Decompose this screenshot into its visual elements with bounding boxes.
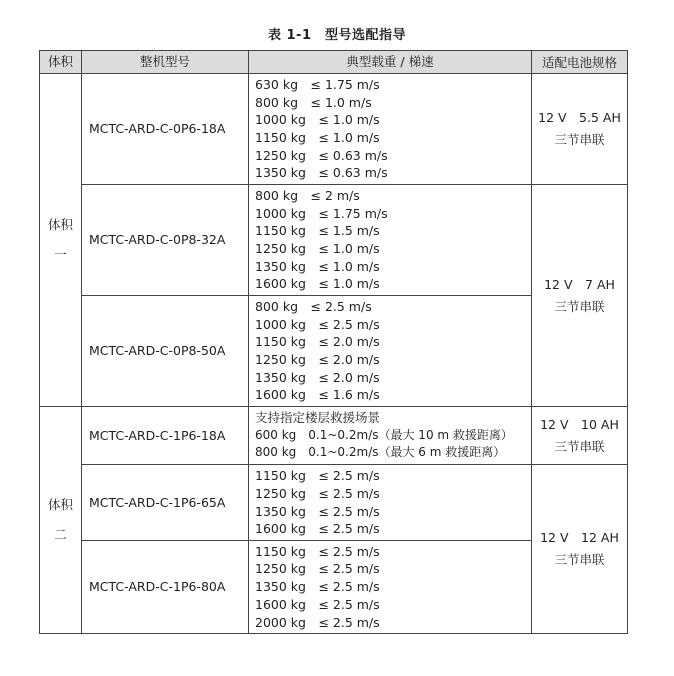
load-line: 1000 kg ≤ 1.75 m/s	[255, 205, 388, 221]
load-line: 1600 kg ≤ 2.5 m/s	[255, 521, 380, 537]
volume-label: 体积	[47, 217, 73, 232]
load-line: 1250 kg ≤ 2.0 m/s	[255, 352, 380, 367]
battery-config: 三节串联	[554, 552, 605, 567]
load-line: 1150 kg ≤ 2.0 m/s	[255, 334, 380, 350]
battery-spec: 12 V 10 AH	[540, 416, 619, 432]
model-cell: MCTC-ARD-C-0P8-32A	[82, 185, 249, 296]
load-line: 1150 kg ≤ 2.5 m/s	[255, 468, 380, 484]
battery-cell	[532, 465, 628, 634]
table-title: 表 1-1 型号选配指导	[267, 28, 406, 43]
header-model: 整机型号	[82, 51, 249, 74]
load-cell	[249, 407, 532, 465]
load-line: 800 kg ≤ 2 m/s	[255, 187, 360, 203]
load-line: 1150 kg ≤ 1.0 m/s	[255, 130, 380, 145]
load-cell	[249, 74, 532, 185]
load-line: 1000 kg ≤ 1.0 m/s	[255, 112, 380, 128]
volume-number: 一	[54, 247, 67, 262]
load-cell	[249, 541, 532, 634]
load-line: 1250 kg ≤ 0.63 m/s	[255, 147, 388, 163]
battery-spec: 12 V 7 AH	[544, 276, 615, 292]
battery-cell	[532, 74, 628, 185]
volume-number: 二	[54, 527, 67, 542]
header-battery: 适配电池规格	[532, 51, 628, 74]
load-cell	[249, 185, 532, 296]
load-line: 1350 kg ≤ 0.63 m/s	[255, 165, 388, 181]
header-row	[40, 51, 628, 74]
battery-config: 三节串联	[554, 438, 605, 454]
load-line: 1350 kg ≤ 2.0 m/s	[255, 369, 380, 385]
load-line: 1150 kg ≤ 2.5 m/s	[255, 543, 380, 559]
header-load-speed: 典型载重 / 梯速	[249, 51, 532, 74]
table-row	[40, 465, 628, 541]
model-selection-table	[39, 50, 628, 634]
table-row	[40, 74, 628, 185]
model-cell: MCTC-ARD-C-0P8-50A	[82, 296, 249, 407]
load-line: 1350 kg ≤ 1.0 m/s	[255, 258, 380, 274]
battery-config: 三节串联	[554, 298, 605, 314]
model-cell: MCTC-ARD-C-1P6-80A	[82, 541, 249, 634]
header-volume: 体积	[40, 51, 82, 74]
load-line: 支持指定楼层救援场景	[255, 409, 381, 425]
volume-cell	[40, 407, 82, 634]
load-line: 1150 kg ≤ 1.5 m/s	[255, 223, 380, 239]
load-line: 1250 kg ≤ 1.0 m/s	[255, 241, 380, 256]
load-line: 800 kg 0.1~0.2m/s（最大 6 m 救援距离）	[255, 445, 506, 460]
battery-spec: 12 V 5.5 AH	[538, 110, 621, 125]
load-line: 600 kg 0.1~0.2m/s（最大 10 m 救援距离）	[255, 427, 513, 442]
load-line: 630 kg ≤ 1.75 m/s	[255, 76, 380, 92]
model-cell: MCTC-ARD-C-1P6-18A	[82, 407, 249, 465]
load-line: 1350 kg ≤ 2.5 m/s	[255, 503, 380, 519]
load-line: 1600 kg ≤ 1.0 m/s	[255, 276, 380, 292]
table-row	[40, 185, 628, 296]
volume-label: 体积	[47, 497, 73, 512]
load-cell	[249, 296, 532, 407]
load-line: 800 kg ≤ 1.0 m/s	[255, 94, 372, 110]
load-line: 800 kg ≤ 2.5 m/s	[255, 298, 372, 314]
battery-cell	[532, 185, 628, 407]
load-line: 2000 kg ≤ 2.5 m/s	[255, 614, 380, 630]
battery-spec: 12 V 12 AH	[540, 530, 619, 545]
load-line: 1250 kg ≤ 2.5 m/s	[255, 561, 380, 577]
load-line: 1350 kg ≤ 2.5 m/s	[255, 579, 380, 595]
volume-cell	[40, 74, 82, 407]
model-cell: MCTC-ARD-C-1P6-65A	[82, 465, 249, 541]
load-line: 1600 kg ≤ 2.5 m/s	[255, 596, 380, 612]
load-line: 1250 kg ≤ 2.5 m/s	[255, 485, 380, 501]
model-cell: MCTC-ARD-C-0P6-18A	[82, 74, 249, 185]
load-cell	[249, 465, 532, 541]
battery-config: 三节串联	[554, 132, 605, 147]
table-row	[40, 407, 628, 465]
load-line: 1000 kg ≤ 2.5 m/s	[255, 316, 380, 332]
load-line: 1600 kg ≤ 1.6 m/s	[255, 387, 380, 403]
battery-cell	[532, 407, 628, 465]
